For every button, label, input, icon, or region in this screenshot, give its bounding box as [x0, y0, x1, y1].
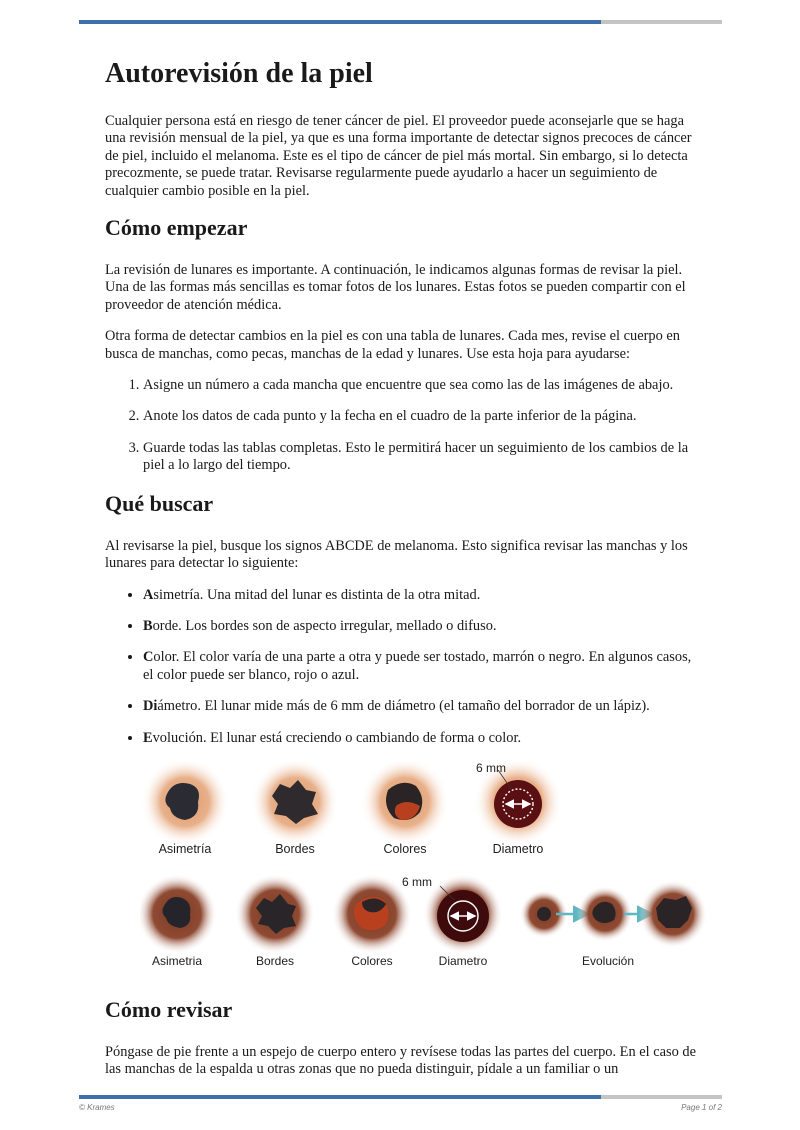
- sign-text: olor. El color varía de una parte a otra y puede ser tostado, marrón o negro. En algunos casos, el color puede ser blanco, rojo o azul.: [143, 649, 692, 683]
- measure-label-2: 6 mm: [402, 874, 432, 889]
- page-title: Autorevisión de la piel: [105, 58, 373, 89]
- document-body: [105, 56, 697, 1093]
- sign-text: simetría. Una mitad del lunar es distinta de la otra mitad.: [153, 586, 481, 603]
- list-item: 2. Anote los datos de cada punto y la fecha en el cuadro de la parte inferior de la página.: [143, 408, 697, 425]
- label-diameter-2: Diametro: [438, 953, 488, 968]
- mole-color-dark: [332, 874, 412, 954]
- abcde-list: [105, 587, 697, 747]
- sign-letter: B: [143, 617, 153, 634]
- label-border-1: Bordes: [275, 841, 315, 856]
- melanoma-abcde-illustration: [140, 762, 710, 976]
- sign-letter: E: [143, 729, 153, 746]
- mole-asymmetry-light: [141, 762, 229, 846]
- bottom-rule-blue: [79, 1095, 601, 1099]
- list-item: [143, 618, 697, 635]
- label-diameter-1: Diametro: [492, 841, 544, 856]
- list-item: 1. Asigne un número a cada mancha que encuentre que sea como las de las imágenes de abajo.: [143, 377, 697, 394]
- look-paragraph: Al revisarse la piel, busque los signos ABCDE de melanoma. Esto significa revisar las manchas y los lunares para detectar lo siguiente:: [105, 537, 688, 572]
- steps-list: [105, 377, 697, 475]
- list-item: [143, 730, 697, 747]
- list-item: [143, 698, 697, 715]
- list-item: 3. Guarde todas las tablas completas. Esto le permitirá hacer un seguimiento de los cambios de la piel a lo largo del tiempo.: [143, 440, 697, 475]
- bottom-rule: [79, 1095, 722, 1099]
- footer-copyright: © Krames: [79, 1103, 115, 1112]
- section-heading-start: Cómo empezar: [105, 215, 248, 241]
- section-heading-check: Cómo revisar: [105, 996, 233, 1022]
- mole-color-light: [361, 762, 449, 846]
- list-item: [143, 649, 697, 684]
- footer-page-number: Page 1 of 2: [681, 1103, 722, 1112]
- mole-border-light: [251, 762, 339, 846]
- label-asymmetry-2: Asimetria: [151, 953, 202, 968]
- start-paragraph-2: Otra forma de detectar cambios en la piel es con una tabla de lunares. Cada mes, revise el cuerpo en busca de manchas, como pecas, manchas de la edad y lunares. Use esta hoja para ayudarse:: [105, 328, 680, 362]
- sign-letter: A: [143, 586, 154, 603]
- sign-text: volución. El lunar está creciendo o cambiando de forma o color.: [152, 729, 522, 746]
- sign-letter: Di: [143, 698, 158, 715]
- sign-letter: C: [143, 649, 154, 666]
- sign-text: ámetro. El lunar mide más de 6 mm de diámetro (el tamaño del borrador de un lápiz).: [157, 698, 650, 715]
- label-asymmetry-1: Asimetría: [158, 841, 212, 856]
- measure-label-1: 6 mm: [476, 761, 506, 775]
- intro-paragraph: Cualquier persona está en riesgo de tener cáncer de piel. El proveedor puede aconsejarle que se haga una revisión mensual de la piel, ya que es una forma importante de detectar signos precoces de cáncer de piel, incluido el melanoma. Este es el tipo de cáncer de piel más mortal. Sin embargo, si lo detecta precozmente, se puede tratar. Revisarse regularmente puede ayudarlo a hacer un seguimiento de cualquier cambio posible en la piel.: [105, 113, 692, 199]
- mole-diagrams: [140, 762, 710, 976]
- label-color-2: Colores: [351, 953, 393, 968]
- sign-text: orde. Los bordes son de aspecto irregular, mellado o difuso.: [152, 617, 497, 634]
- mole-asymmetry-dark: [140, 874, 217, 954]
- top-rule: [79, 20, 722, 24]
- start-paragraph-1: La revisión de lunares es importante. A continuación, le indicamos algunas formas de revisar la piel. Una de las formas más sencillas es tomar fotos de los lunares. Estas fotos se pueden compartir con el proveedor de atención médica.: [105, 262, 686, 313]
- list-item: [143, 587, 697, 604]
- top-rule-gray: [601, 20, 722, 24]
- label-color-1: Colores: [383, 841, 427, 856]
- mole-evolution: [520, 880, 707, 948]
- check-paragraph: Póngase de pie frente a un espejo de cuerpo entero y revísese todas las partes del cuerpo. En el caso de las manchas de la espalda u otras zonas que no pueda distinguir, pídale a un familiar o un: [105, 1043, 696, 1078]
- top-rule-blue: [79, 20, 601, 24]
- mole-border-dark: [235, 874, 315, 954]
- label-border-2: Bordes: [255, 953, 295, 968]
- label-evolution: Evolución: [581, 953, 635, 968]
- section-heading-look: Qué buscar: [105, 490, 214, 516]
- mole-diameter-dark: [423, 874, 503, 954]
- bottom-rule-gray: [601, 1095, 722, 1099]
